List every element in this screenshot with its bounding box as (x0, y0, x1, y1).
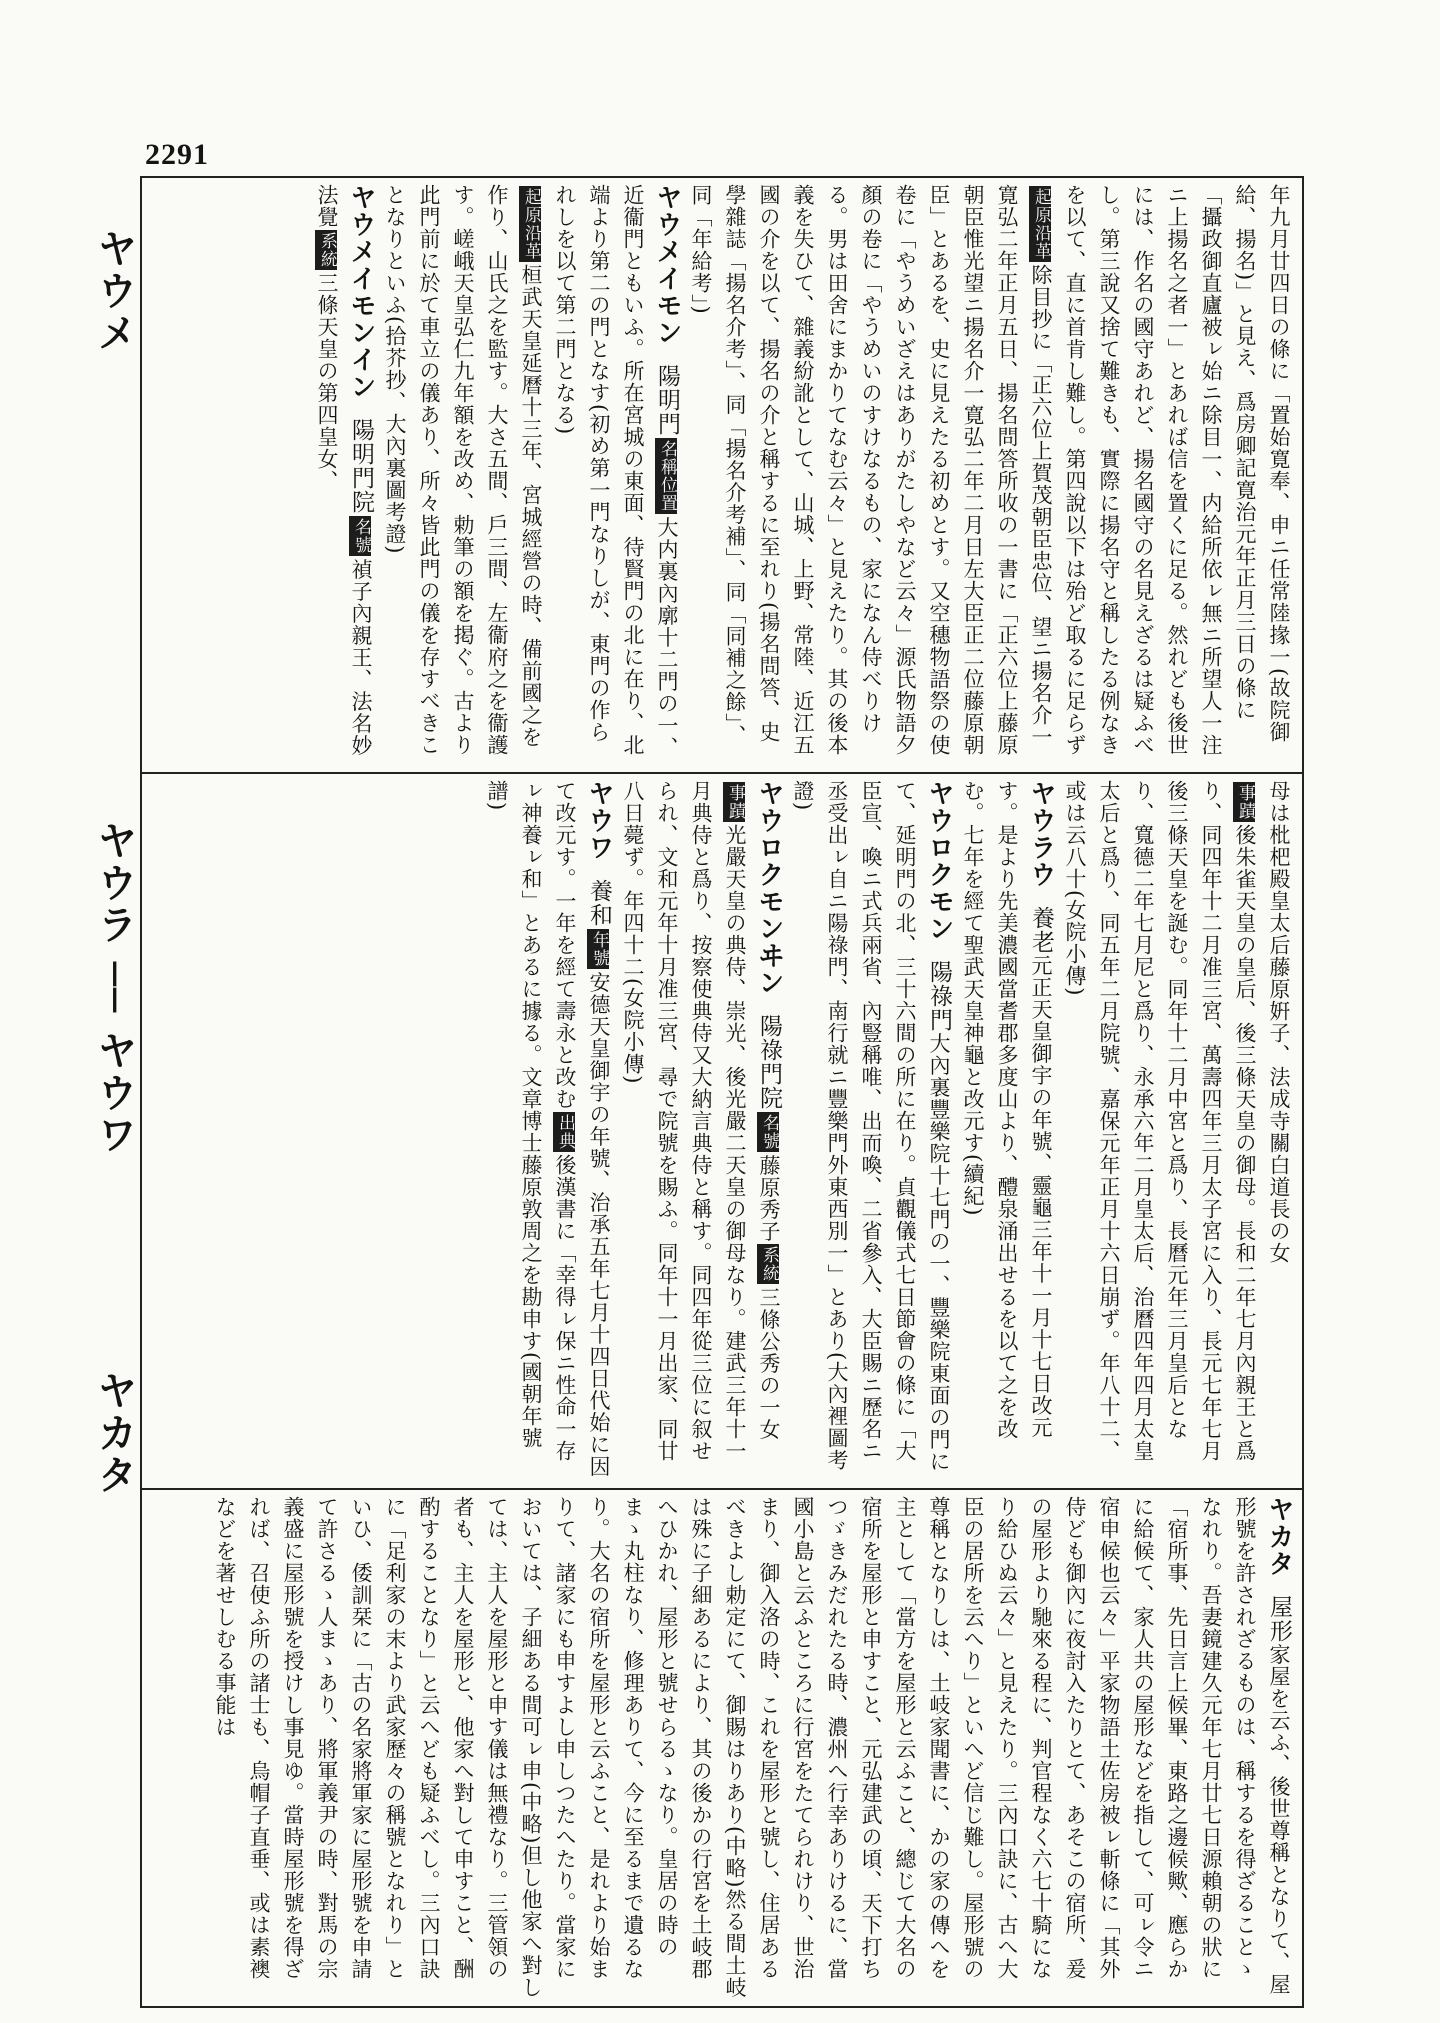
bottom-section (148, 1496, 1296, 2000)
guide-word-bottom: ヤカタ (91, 1370, 137, 1496)
label-badge: 年號 (589, 931, 609, 968)
label-badge: 起原沿革 (521, 188, 541, 260)
entry-yomeimon (548, 184, 684, 764)
entry-text: 三條天皇の第四皇女、 (315, 272, 339, 492)
entry-text: 禎子內親王、法名妙法覺 (315, 184, 373, 757)
entry-yorokumon (786, 780, 956, 1480)
label-badge: 事蹟 (725, 784, 745, 820)
guide-word-top: ヤウメ (91, 228, 137, 354)
entry-heading: ヤウメイモンイン (346, 184, 376, 400)
entry-heading: ヤウロクモンヰン (754, 780, 784, 996)
top-section-text (148, 184, 1296, 764)
entry-text: 家屋を云ふ、後世尊稱となりて、屋形號を許されざるものは、稱するを得ざることゝなれり。吾妻鏡建久元年七月廿七日源賴朝の狀に「宿所事、先日言上候畢、東路之邊候歟、應らかに給候て、家人共の屋形などを指して、可ㇾ令ニ宿申候也云々」平家物語土佐房被ㇾ斬條に「其外侍ども御內に夜討入たりとて、あそこの宿所、爰の屋形より馳來る程に、判官程なく六七十騎になり給ひぬ云々」と見えたり。三內口訣に、古へ大臣の居所を云へり」といへど信じ難し。屋形號の尊稱となりしは、土岐家聞書に、かの家の傳へを主として「當方を屋形と云ふこと、總じて大名の宿所を屋形と申すこと、元弘建武の頃、天下打ちつゞきみだれたる時、濃州へ行幸ありけるに、當國小島と云ふところに行宮をたてられけり、世治まり、御入洛の時、これを屋形と號し、住居あるべきよし勅定にて、御賜はりあり(中略)然る間土岐は殊に子細あるにより、其の後かの行宮を土岐郡へひかれ、屋形と號せらるゝなり。皇居の時のまゝ丸柱なり、修理ありて、今に至るまで遺るなり。大名の宿所を屋形と云ふこと、是れより始まりて、諸家にも申すよし申しつたへたり。當家においては、子細ある間可ㇾ申(中略)但し他家へ對しては、主人を屋形と申す儀は無禮なり。三管領の者も、主人を屋形と、他家へ對して申すこと、酬酌することなり」と云へども疑ふべし。三內口訣に「足利家の末より武家歷々の稱號となれり」といひ、倭訓栞に「古の名家將軍家に屋形號を申請て許さるゝ人まゝあり、將軍義尹の時、對馬の宗義盛に屋形號を授けし事見ゆ。當時屋形號を得ざれば、召使ふ所の諸士も、烏帽子直垂、或は素襖などを著せしむる事能は (213, 1496, 1291, 1999)
guide-word-middle: ヤウラ ── ヤウワ (91, 820, 137, 1157)
label-badge: 名號 (759, 1114, 779, 1151)
page-number: 2291 (145, 138, 209, 171)
entry-heading: ヤウワ (584, 780, 614, 861)
label-badge: 名號 (351, 518, 371, 555)
entry-text: 三條公秀の一女 (757, 1286, 781, 1441)
middle-section (148, 780, 1296, 1480)
section-divider (142, 1488, 1302, 1490)
entry-text: 光嚴天皇の典侍、崇光、後光嚴二天皇の御母なり。建武三年十一月典侍と爲り、按察使典侍又大納言典侍と稱す。同四年從三位に叙せられ、文和元年十月准三宮、尋で院號を賜ふ。同年十一月出家、同廿八日薨ず。年四十二(女院小傳) (621, 780, 747, 1462)
entry-reading: 養老 (1028, 906, 1054, 955)
entry-heading: ヤウメイモン (652, 184, 682, 346)
entry-reading: 屋形 (1266, 1595, 1292, 1644)
top-section (148, 184, 1296, 764)
entry-yowa (480, 780, 616, 1480)
entry-text: 安德天皇御宇の年號、治承五年七月十四日代始に因て改元す。一年を經て壽永と改む (553, 780, 611, 1478)
entry-text: 大内裏內廓十二門の一、近衞門ともいふ。所在宮城の東面、待賢門の北に在り、北端より第二の門となす(初め第一門なりしが、東門の作られしを以て第二門となる) (553, 184, 679, 759)
entry-heading: ヤカタ (1264, 1496, 1294, 1577)
entry-yomeimon-origin (378, 184, 548, 764)
entry-reading: 陽祿門院 (756, 1014, 782, 1111)
entry-reading: 陽明門 (654, 364, 680, 437)
entry-text: 母は枇杷殿皇太后藤原姸子、法成寺關白道長の女 (1267, 780, 1291, 1264)
entry-yakata (208, 1496, 1296, 2000)
label-badge: 事蹟 (1235, 784, 1255, 820)
entry-text: 後漢書に「幸得ㇾ保ニ性命一存ㇾ神養ㇾ和」とあるに據る。文章博士藤原敦周之を勘申す(國朝年號譜) (485, 780, 577, 1462)
entry-yoro (956, 780, 1058, 1480)
label-badge: 出典 (555, 1114, 575, 1150)
entry-reading: 陽明門院 (348, 418, 374, 515)
bottom-section-text (148, 1496, 1296, 2000)
middle-cont-history (1058, 780, 1262, 1480)
entry-yorokumonin (616, 780, 786, 1480)
entry-heading: ヤウロクモン (924, 780, 954, 942)
entry-text: 除目抄に「正六位上賀茂朝臣忠位、望ニ揚名介一寛弘二年正月五日、揚名問答所收の一書に「正六位上藤原朝臣惟光望ニ揚名介一寛弘二年二月日左大臣正二位藤原朝臣」とあるを、史に見えたる初めとす。又空穗物語祭の使卷に「やうめいざえはありがたしやなど云々」源氏物語夕顏の卷に「やうめいのすけなるもの、家になん侍べりける。男は田舍にまかりてなむ云々」と見えたり。其の後本義を失ひて、雜義紛訛として、山城、上野、常陸、近江五國の介を以て、揚名の介と稱するに至れり(揚名問答、史學雜誌「揚名介考」、同「揚名介考補」、同「同補之餘」、同「年給考」) (689, 184, 1053, 756)
entry-text: 桓武天皇延曆十三年、宮城經營の時、備前國之を作り、山氏之を監す。大さ五間、戶三間、左衞府之を衞護す。嵯峨天皇弘仁九年額を改め、勅筆の額を掲ぐ。古より此門前に於て車立の儀あり、所々皆此門の儀を存すべきことなりといふ(拾芥抄、大內裏圖考證) (383, 184, 543, 756)
entry-text: 大內裏豐樂院十七門の一、豐樂院東面の門にて、延明門の北、三十六間の所に在り。貞觀儀式七日節會の條に「大臣宣、喚ニ式兵兩省、內豎稱唯、出而喚、二省參入、大臣賜ニ歷名ニ丞受出ㇾ自ニ陽祿門、南行就ニ豐樂門外東西別一」とあり(大內裡圖考證) (791, 780, 951, 1473)
label-badge: 名稱位置 (657, 440, 677, 513)
entry-reading: 陽祿門 (926, 960, 952, 1033)
top-entry-yomei-origin (684, 184, 1058, 764)
page-frame (140, 176, 1304, 2008)
label-badge: 系統 (759, 1246, 779, 1283)
label-badge: 系統 (317, 232, 337, 268)
entry-text: 藤原秀子 (757, 1154, 781, 1243)
entry-text: 元正天皇御宇の年號、靈龜三年十一月十七日改元す。是より先美濃國當耆郡多度山より、醴泉涌出せるを以て之を改む。七年を經て聖武天皇神龜と改元す(續紀) (961, 780, 1053, 1440)
middle-continuation (1262, 780, 1296, 1480)
entry-reading: 養和 (586, 879, 612, 928)
section-divider (142, 772, 1302, 774)
entry-yomeimonin (310, 184, 378, 764)
entry-text: 後朱雀天皇の皇后、後三條天皇の御母。長和二年七月內親王と爲り、同四年十二月准三宮、萬壽四年三月太子宮に入り、長元七年七月後三條天皇を誕む。同年十二月中宮と爲り、長曆元年三月皇后となり、寬德二年七月尼と爲り、永承六年二月皇太后、治曆四年四月太皇太后と爲り、同五年二月院號、嘉保元年正月十六日崩ず。年八十二、或は云八十(女院小傳) (1063, 780, 1257, 1462)
entry-heading: ヤウラウ (1026, 780, 1056, 888)
label-badge: 起原沿革 (1031, 188, 1051, 260)
top-continuation: 年九月廿四日の條に「置始寛奉、申ニ任常陸掾一(故院御給、揚名)」と見え、爲房卿記寛治元年正月三日の條に「攝政御直廬被ㇾ始ニ除目一、内給所依ㇾ無ニ所望人一注ニ上揚名之者一」とあれば信を置くに足る。然れども後世には、作名の國守あれど、揚名國守の名見えざるは疑ふべし。第三說又捨て難きも、實際に揚名守と稱したる例なきを以て、直に首肯し難し。第四說以下は殆ど取るに足らず (1063, 184, 1291, 756)
middle-section-text (148, 780, 1296, 1480)
